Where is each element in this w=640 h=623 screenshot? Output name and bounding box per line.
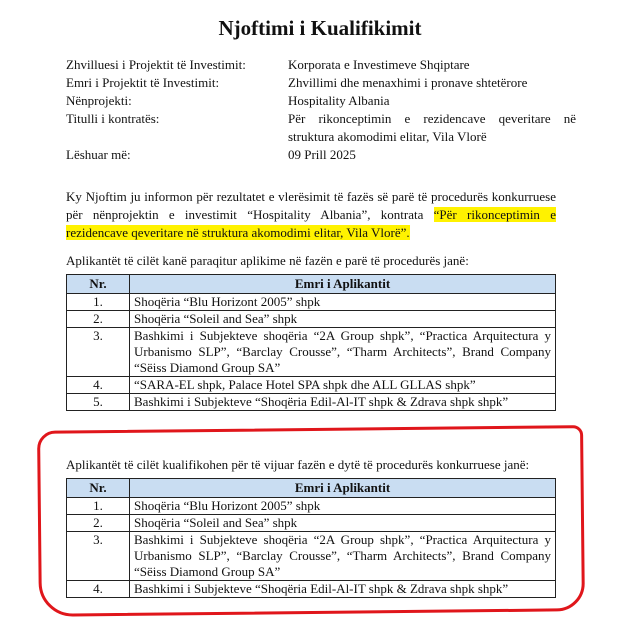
cell-name: Bashkimi i Subjekteve “Shoqëria Edil-Al-IT shpk & Zdrava shpk shpk” [130, 581, 556, 598]
cell-nr: 2. [67, 515, 130, 532]
cell-name: Shoqëria “Blu Horizont 2005” shpk [130, 294, 556, 311]
cell-nr: 4. [67, 377, 130, 394]
qualified-caption: Aplikantët të cilët kualifikohen për të vijuar fazën e dytë të procedurës konkurruese janë: [66, 457, 530, 472]
meta-value: Hospitality Albania [288, 93, 390, 108]
intro-text: Ky Njoftim ju informon për rezultatet e vlerësimit të fazës së parë të procedurës konkurruese për nënprojektin e investimit “Hospitality Albania”, kontrata [66, 189, 556, 222]
column-header-nr: Nr. [67, 479, 130, 498]
cell-nr: 3. [67, 328, 130, 377]
column-header-nr: Nr. [67, 275, 130, 294]
table-row [67, 498, 556, 515]
highlighted-contract-title: “Për rikonceptimin e rezidencave qeveritare në struktura akomodimi elitar, Vila Vlorë”. [66, 207, 556, 240]
table-row [67, 581, 556, 598]
cell-name: Bashkimi i Subjekteve shoqëria “2A Group shpk”, “Practica Arquitectura y Urbanismo SLP”, “Barclay Crousse”, “Tharm Architects”, Brand Company “Sëiss Diamond Group SA” [130, 532, 556, 581]
cell-name: Bashkimi i Subjekteve “Shoqëria Edil-Al-IT shpk & Zdrava shpk shpk” [130, 394, 556, 411]
table-row [67, 515, 556, 532]
meta-label: Emri i Projektit të Investimit: [66, 75, 220, 90]
meta-label: Zhvilluesi i Projektit të Investimit: [66, 57, 246, 72]
cell-nr: 2. [67, 311, 130, 328]
column-header-name: Emri i Aplikantit [130, 479, 556, 498]
table-row [67, 532, 556, 581]
table-row [67, 377, 556, 394]
cell-name: Shoqëria “Blu Horizont 2005” shpk [130, 498, 556, 515]
qualified-table [66, 478, 556, 598]
cell-nr: 1. [67, 294, 130, 311]
table-row [67, 328, 556, 377]
document-meta [66, 56, 576, 164]
cell-nr: 5. [67, 394, 130, 411]
meta-row [66, 146, 576, 164]
meta-value: Për rikonceptimin e rezidencave qeveritare në struktura akomodimi elitar, Vila Vlorë [288, 111, 576, 144]
first-phase-table [66, 274, 556, 411]
meta-value: 09 Prill 2025 [288, 147, 356, 162]
meta-label: Titulli i kontratës: [66, 111, 160, 126]
table-row [67, 294, 556, 311]
column-header-name: Emri i Aplikantit [130, 275, 556, 294]
cell-name: Shoqëria “Soleil and Sea” shpk [130, 515, 556, 532]
intro-paragraph [66, 188, 556, 242]
meta-row [66, 92, 576, 110]
table-row [67, 394, 556, 411]
cell-name: Bashkimi i Subjekteve shoqëria “2A Group shpk”, “Practica Arquitectura y Urbanismo SLP”, “Barclay Crousse”, “Tharm Architects”, Brand Company “Sëiss Diamond Group SA” [130, 328, 556, 377]
meta-row [66, 110, 576, 146]
table-header-row [67, 275, 556, 294]
cell-nr: 1. [67, 498, 130, 515]
table-header-row [67, 479, 556, 498]
meta-label: Lëshuar më: [66, 147, 131, 162]
meta-row [66, 56, 576, 74]
document-title: Njoftimi i Kualifikimit [218, 16, 422, 40]
meta-value: Zhvillimi dhe menaxhimi i pronave shtetërore [288, 75, 528, 90]
cell-name: Shoqëria “Soleil and Sea” shpk [130, 311, 556, 328]
table-row [67, 311, 556, 328]
cell-name: “SARA-EL shpk, Palace Hotel SPA shpk dhe ALL GLLAS shpk” [130, 377, 556, 394]
cell-nr: 4. [67, 581, 130, 598]
meta-label: Nënprojekti: [66, 93, 132, 108]
first-phase-caption: Aplikantët të cilët kanë paraqitur aplikime në fazën e parë të procedurës janë: [66, 253, 469, 268]
meta-value: Korporata e Investimeve Shqiptare [288, 57, 470, 72]
meta-row [66, 74, 576, 92]
cell-nr: 3. [67, 532, 130, 581]
